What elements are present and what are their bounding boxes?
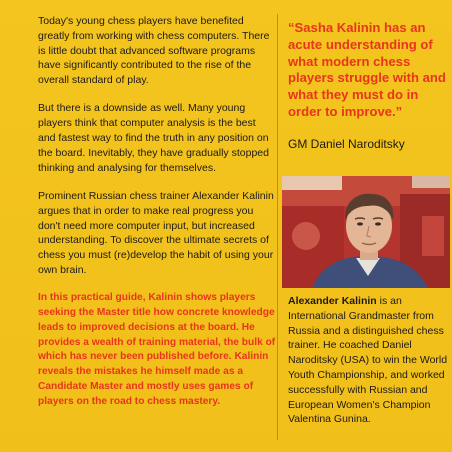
highlight-paragraph: In this practical guide, Kalinin shows players seeking the Master title how concrete knowledge leads to improved decisions at the board. He provides a wealth of training material, the bulk of which has never been published before. Kalinin reveals the mistakes he himself made as a Candidate Master and mostly uses games of players on the road to chess mastery. <box>38 292 276 407</box>
description-paragraph-2: But there is a downside as well. Many young players think that computer analysis is the best and fastest way to find the truth in any position on the board. Inevitably, they have gradually stopped thinking and analysing for themselves. <box>38 102 269 174</box>
column-divider <box>277 14 278 440</box>
author-bio <box>288 294 448 427</box>
quote-attribution: GM Daniel Naroditsky <box>288 137 405 151</box>
description-column <box>38 14 276 410</box>
author-photo <box>282 176 450 288</box>
description-paragraph-3: Prominent Russian chess trainer Alexander Kalinin argues that in order to make real progress you don't need more computer input, but increased understanding. To discover the ultimate secrets of chess you must (re)develop the habit of using your own brain. <box>38 189 274 276</box>
author-bio-text: is an International Grandmaster from Russia and a distinguished chess trainer. He coached Daniel Naroditsky (USA) to win the World Youth Championship, and worked successfully with Russian and European Women's Champion Valentina Gunina. <box>288 295 448 426</box>
endorsement-quote: “Sasha Kalinin has an acute understanding of what modern chess players struggle with and what they must do in order to improve.” <box>288 20 446 119</box>
description-paragraph-1: Today's young chess players have benefited greatly from working with chess computers. There is little doubt that advanced software programs have significantly contributed to the rise of the overall standard of play. <box>38 15 270 87</box>
author-name: Alexander Kalinin <box>288 295 377 307</box>
